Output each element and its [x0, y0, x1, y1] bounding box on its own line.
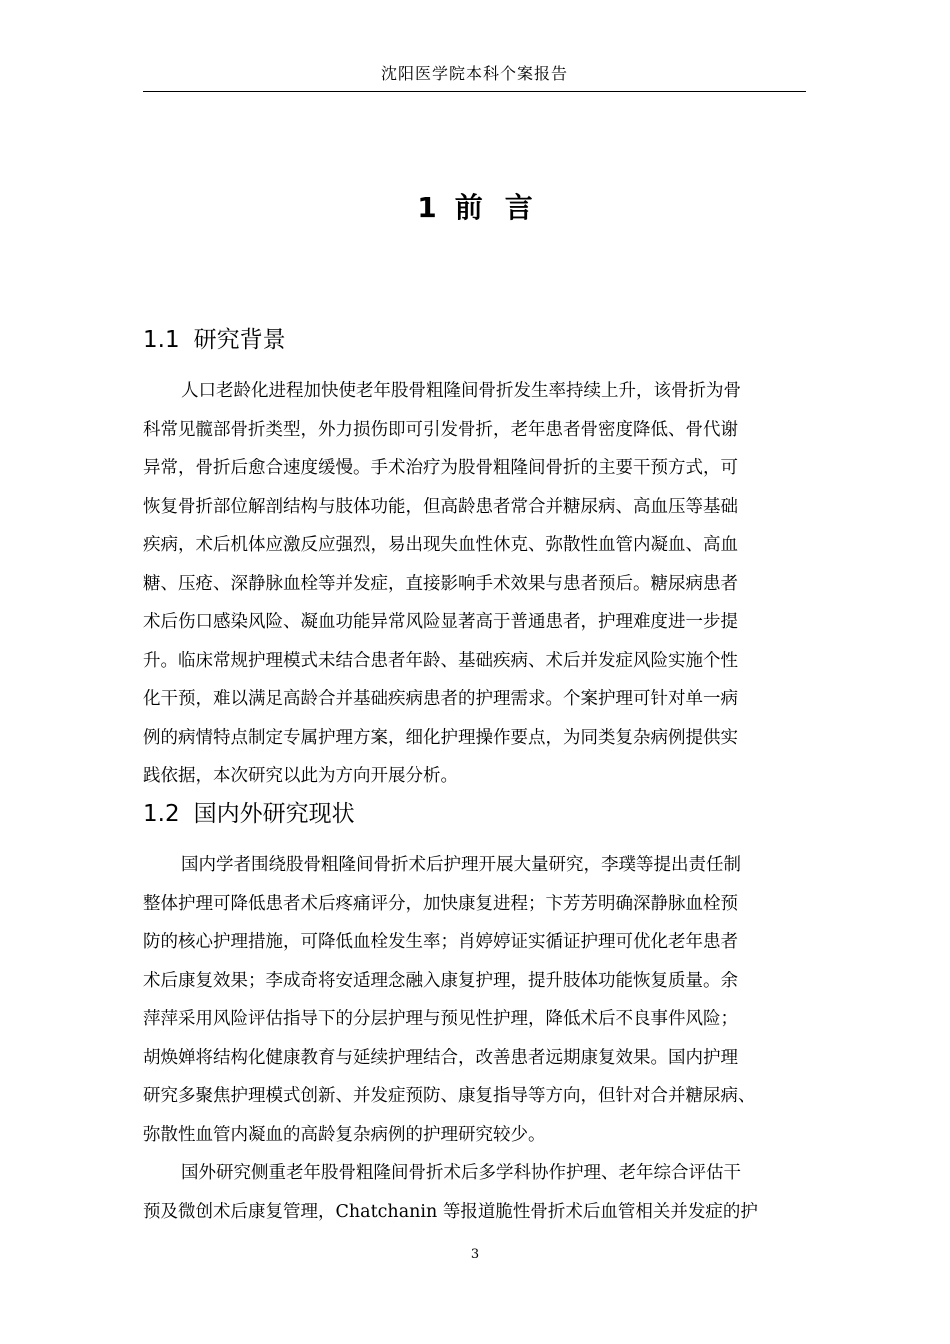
paragraph-research-background [143, 372, 806, 796]
paragraph-line: 预及微创术后康复管理，Chatchanin 等报道脆性骨折术后血管相关并发症的护 [143, 1201, 758, 1222]
running-header: 沈阳医学院本科个案报告 [380, 64, 568, 83]
paragraph-line: 术后伤口感染风险、凝血功能异常风险显著高于普通患者，护理难度进一步提 [143, 612, 738, 632]
paragraph-line: 恢复骨折部位解剖结构与肢体功能，但高龄患者常合并糖尿病、高血压等基础 [143, 496, 738, 517]
page-number: 3 [470, 1247, 480, 1262]
paragraph-line: 例的病情特点制定专属护理方案，细化护理操作要点，为同类复杂病例提供实 [143, 727, 738, 748]
paragraph-line: 整体护理可降低患者术后疼痛评分，加快康复进程；卞芳芳明确深静脉血栓预 [143, 893, 738, 914]
paragraph-foreign-research [143, 1154, 806, 1231]
paragraph-line: 防的核心护理措施，可降低血栓发生率；肖婷婷证实循证护理可优化老年患者 [143, 932, 738, 952]
paragraph-domestic-research [143, 846, 806, 1154]
paragraph-line: 术后康复效果；李成奇将安适理念融入康复护理，提升肢体功能恢复质量。余 [143, 970, 738, 991]
paragraph-line: 化干预，难以满足高龄合并基础疾病患者的护理需求。个案护理可针对单一病 [143, 689, 738, 709]
chapter-title [0, 188, 950, 228]
paragraph-line: 升。临床常规护理模式未结合患者年龄、基础疾病、术后并发症风险实施个性 [143, 650, 738, 671]
paragraph-line: 弥散性血管内凝血的高龄复杂病例的护理研究较少。 [143, 1124, 546, 1145]
paragraph-line: 国内学者围绕股骨粗隆间骨折术后护理开展大量研究，李璞等提出责任制 [181, 855, 741, 875]
section-title: 研究背景 [193, 327, 286, 353]
chapter-title-char: 前 [454, 191, 483, 224]
paragraph-line: 萍萍采用风险评估指导下的分层护理与预见性护理，降低术后不良事件风险； [143, 1009, 738, 1029]
paragraph-line: 疾病，术后机体应激反应强烈，易出现失血性休克、弥散性血管内凝血、高血 [143, 535, 738, 555]
paragraph-line: 科常见髋部骨折类型，外力损伤即可引发骨折，老年患者骨密度降低、骨代谢 [143, 419, 738, 440]
section-heading-1-1 [143, 323, 286, 357]
paragraph-line: 胡焕婵将结构化健康教育与延续护理结合，改善患者远期康复效果。国内护理 [143, 1047, 738, 1068]
paragraph-line: 践依据，本次研究以此为方向开展分析。 [143, 766, 458, 786]
section-heading-1-2 [143, 797, 355, 831]
section-number: 1.1 [143, 327, 180, 353]
section-number: 1.2 [143, 801, 180, 827]
chapter-title-char: 言 [504, 191, 533, 224]
paragraph-line: 异常，骨折后愈合速度缓慢。手术治疗为股骨粗隆间骨折的主要干预方式，可 [143, 458, 738, 478]
paragraph-line: 人口老龄化进程加快使老年股骨粗隆间骨折发生率持续上升，该骨折为骨 [181, 381, 741, 401]
paragraph-line: 国外研究侧重老年股骨粗隆间骨折术后多学科协作护理、老年综合评估干 [181, 1163, 741, 1183]
paragraph-line: 研究多聚焦护理模式创新、并发症预防、康复指导等方向，但针对合并糖尿病、 [143, 1086, 756, 1106]
paragraph-line: 糖、压疮、深静脉血栓等并发症，直接影响手术效果与患者预后。糖尿病患者 [143, 573, 738, 594]
header-rule [143, 91, 806, 92]
section-title: 国内外研究现状 [193, 801, 355, 827]
chapter-number: 1 [417, 191, 437, 224]
